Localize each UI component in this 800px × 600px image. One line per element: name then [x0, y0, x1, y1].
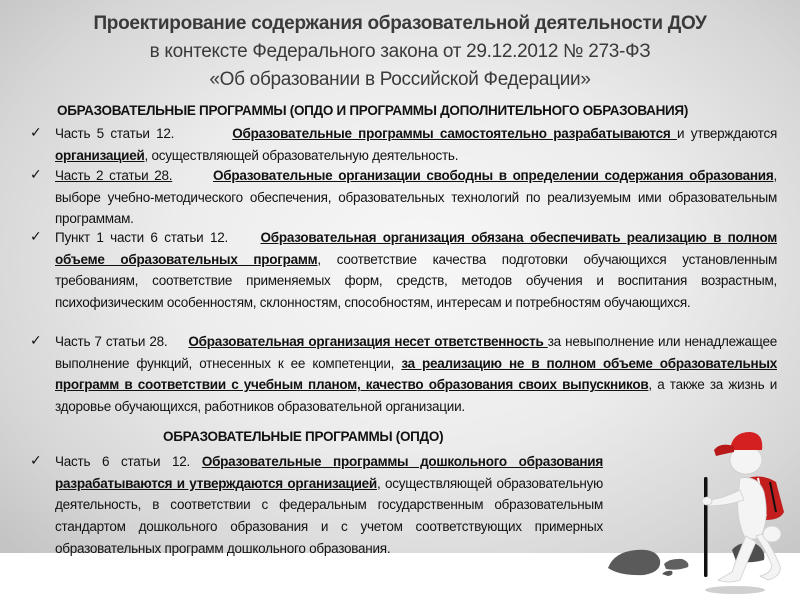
walking-stick-icon	[704, 477, 708, 577]
emphasis-text: Образовательные программы самостоятельно разрабатываются	[232, 126, 677, 141]
body-text: , соответствие качества подготовки обучающихся установленным требованиям, соответствие применяемых форм, средств, методов обучения и воспитания возрастным, психофизическим особенностям, склонностям, способностям, интересам и потребностям обучающихся.	[55, 251, 777, 311]
title-subtitle: в контексте Федерального закона от 29.12.2012 № 273-ФЗ	[149, 41, 651, 62]
list-item	[55, 123, 777, 166]
body-text: , осуществляющей образовательную деятельность.	[144, 147, 459, 163]
hiker-illustration	[600, 420, 800, 600]
check-icon: ✓	[30, 228, 42, 244]
emphasis-text: Образовательная организация обязана обеспечивать реализацию в полном объеме образовательных программ	[55, 230, 777, 267]
section-header-2: ОБРАЗОВАТЕЛЬНЫЕ ПРОГРАММЫ (ОПДО)	[163, 429, 444, 444]
body-text: , выборе учебно-методического обеспечения, образовательных технологий по реализуемым ими образовательным программам.	[55, 168, 777, 227]
emphasis-text: Образовательные программы дошкольного образования разрабатываются и утверждаются организацией	[55, 454, 603, 491]
title-main: Проектирование содержания образовательной деятельности ДОУ	[93, 13, 707, 34]
article-ref: Пункт 1 части 6 статьи 12.	[55, 230, 228, 245]
section-header-1: ОБРАЗОВАТЕЛЬНЫЕ ПРОГРАММЫ (ОПДО И ПРОГРАММЫ ДОПОЛНИТЕЛЬНОГО ОБРАЗОВАНИЯ)	[57, 103, 689, 118]
list-item	[55, 165, 777, 230]
emphasis-text: организацией	[55, 147, 145, 163]
body-text: за невыполнение или ненадлежащее выполнение функций, отнесенных к ее компетенции,	[55, 334, 777, 371]
body-text: , осуществляющей образовательную деятельность, в соответствии с федеральным государственным образовательным стандартом дошкольного образования и с учетом соответствующих примерных образовательных программ дошкольного образования.	[55, 475, 603, 556]
list-item	[55, 227, 777, 314]
slide-title	[0, 10, 800, 94]
article-ref: Часть 5 статьи 12.	[55, 126, 175, 141]
emphasis-text: за реализацию не в полном объеме образовательных программ в соответствии с учебным планом, качество образования своих выпускников	[55, 355, 777, 393]
check-icon: ✓	[30, 332, 42, 348]
list-item	[55, 331, 777, 418]
check-icon: ✓	[30, 452, 42, 468]
body-text: , а также за жизнь и здоровье обучающихся, работников образовательной организации.	[55, 377, 777, 415]
article-ref: Часть 6 статьи 12.	[55, 454, 191, 469]
emphasis-text: Образовательная организация несет ответственность	[188, 334, 548, 349]
article-ref: Часть 2 статьи 28.	[55, 168, 173, 183]
list-item	[55, 451, 603, 560]
article-ref: Часть 7 статьи 28.	[55, 334, 168, 349]
body-text: и утверждаются	[676, 126, 778, 141]
check-icon: ✓	[30, 124, 42, 140]
title-law-name: «Об образовании в Российской Федерации»	[209, 69, 591, 90]
check-icon: ✓	[30, 166, 42, 182]
emphasis-text: Образовательные организации свободны в определении содержания образования	[212, 168, 774, 183]
